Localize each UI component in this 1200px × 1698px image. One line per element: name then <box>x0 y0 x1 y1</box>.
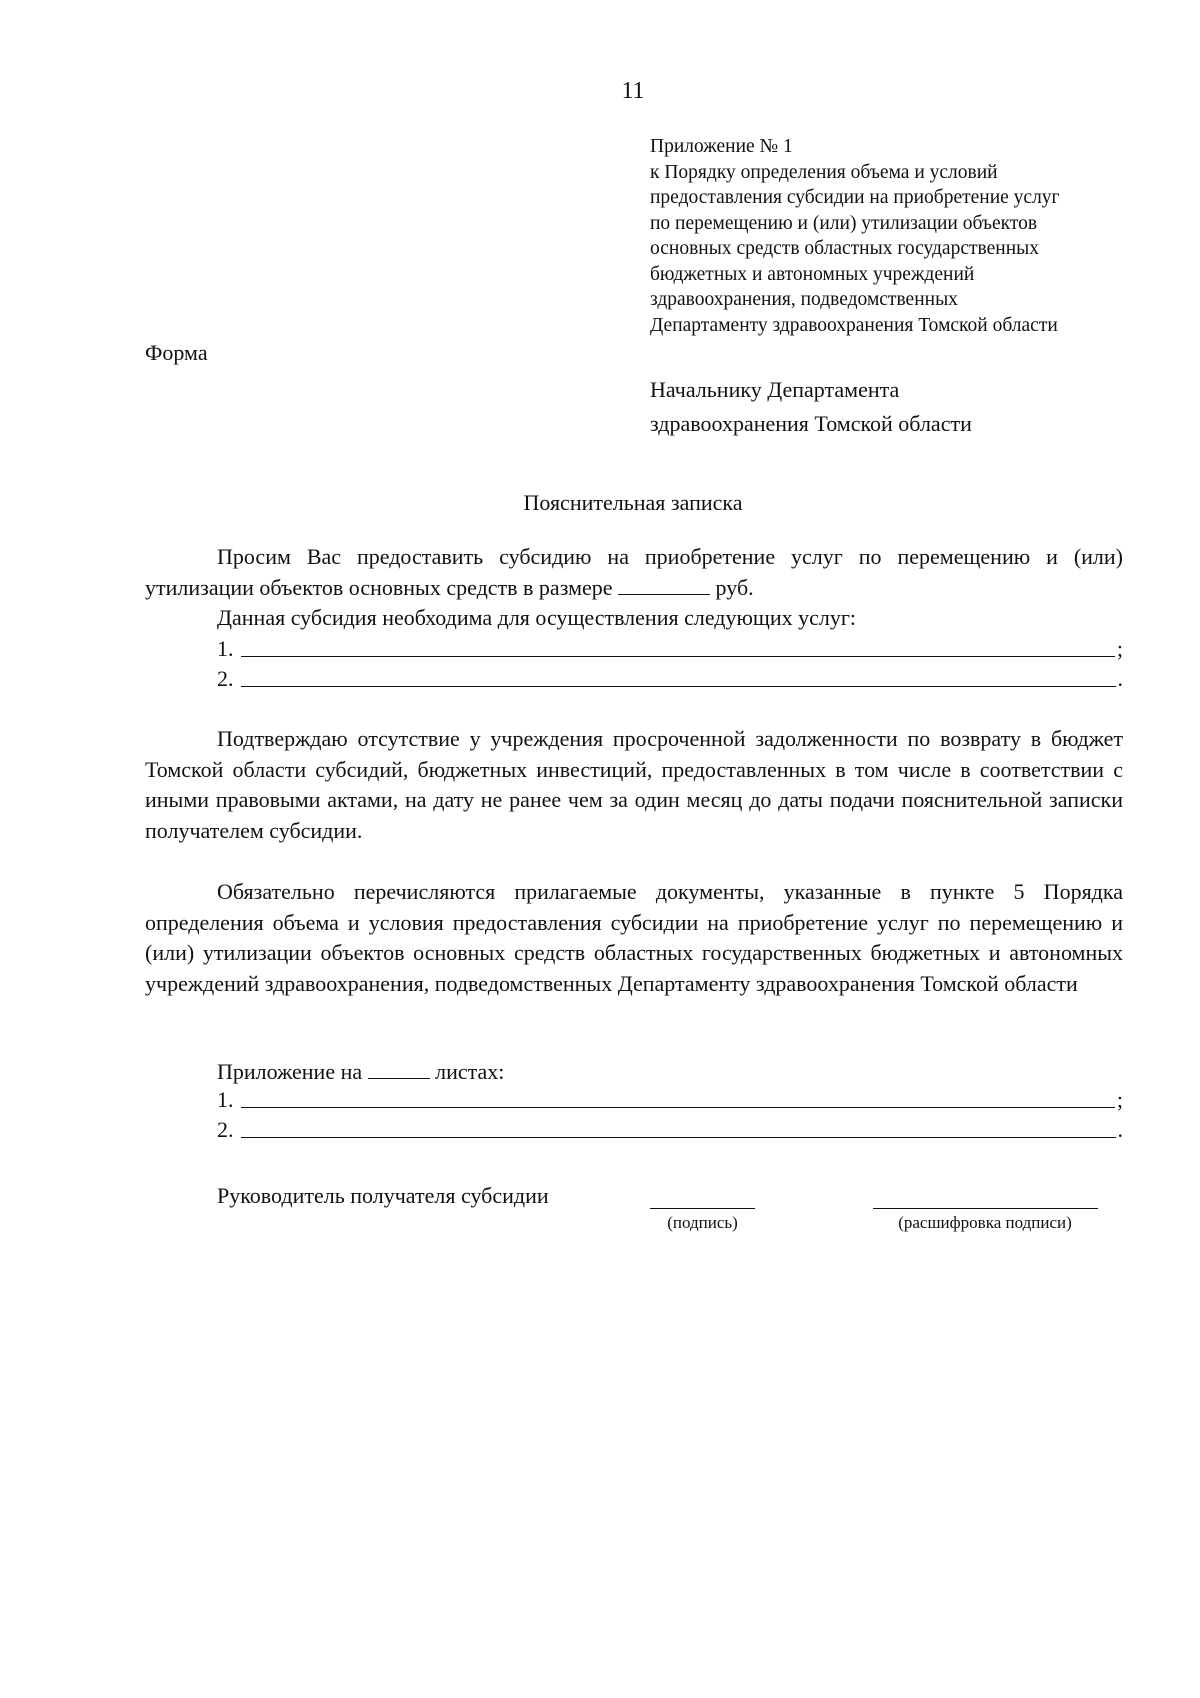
appendix-line: Департаменту здравоохранения Томской области <box>650 314 1058 336</box>
appendix-line: бюджетных и автономных учреждений <box>650 263 975 285</box>
item-number: 2. <box>217 666 234 691</box>
item-end: . <box>1117 666 1123 691</box>
confirmation-paragraph: Подтверждаю отсутствие у учреждения просроченной задолженности по возврату в бюджет Томской области субсидий, бюджетных инвестиций, предоставленных в том числе в соответствии с иными правовыми актами, на дату не ранее чем за один месяц до даты подачи пояснительной записки получателем субсидии. <box>145 726 1123 843</box>
item-end: ; <box>1116 636 1123 661</box>
appendix-line: Приложение № 1 <box>650 136 793 157</box>
item-end: . <box>1117 1117 1123 1142</box>
signature-caption: (подпись) <box>667 1213 738 1232</box>
appendix-header <box>650 134 1170 338</box>
document-title: Пояснительная записка <box>523 490 743 515</box>
documents-note-paragraph: Обязательно перечисляются прилагаемые документы, указанные в пункте 5 Порядка определения объема и условия предоставления субсидии на приобретение услуг по перемещению и (или) утилизации объектов основных средств областных государственных бюджетных и автономных учреждений здравоохранения, подведомственных Департаменту здравоохранения Томской области <box>145 879 1123 996</box>
appendix-line: здравоохранения, подведомственных <box>650 289 958 310</box>
appendix-line: основных средств областных государственных <box>650 238 1039 259</box>
item-number: 2. <box>217 1117 234 1142</box>
request-text: Просим Вас предоставить субсидию на приобретение услуг по перемещению и (или) утилизации объектов основных средств в размере <box>145 544 1123 600</box>
item-number: 1. <box>217 636 234 661</box>
addressee <box>650 373 972 441</box>
addressee-line: здравоохранения Томской области <box>650 411 972 436</box>
service-item-blank[interactable] <box>241 634 1115 657</box>
amount-blank[interactable] <box>618 574 710 595</box>
signature-decode-caption: (расшифровка подписи) <box>898 1213 1072 1232</box>
appendix-line: по перемещению и (или) утилизации объектов <box>650 212 1038 234</box>
item-number: 1. <box>217 1087 234 1112</box>
attachment-prefix: Приложение на <box>217 1059 363 1084</box>
service-item-2 <box>217 662 1123 692</box>
request-paragraph <box>145 542 1123 603</box>
services-intro: Данная субсидия необходима для осуществления следующих услуг: <box>217 605 857 630</box>
appendix-line: предоставления субсидии на приобретение услуг <box>650 187 1060 208</box>
pages-count-blank[interactable] <box>368 1058 430 1079</box>
signature-decode-line[interactable] <box>873 1207 1098 1209</box>
page-number: 11 <box>621 78 645 104</box>
addressee-line: Начальнику Департамента <box>650 377 900 402</box>
service-item-blank[interactable] <box>241 664 1116 687</box>
service-item-1 <box>217 632 1123 662</box>
attachment-item-1 <box>217 1083 1123 1113</box>
attachment-item-blank[interactable] <box>241 1085 1115 1108</box>
item-end: ; <box>1116 1087 1123 1112</box>
attachment-item-blank[interactable] <box>241 1115 1116 1138</box>
form-label: Форма <box>145 340 208 365</box>
currency-label: руб. <box>715 574 754 600</box>
signatory-label: Руководитель получателя субсидии <box>217 1183 549 1208</box>
attachment-suffix: листах: <box>435 1059 505 1084</box>
signature-line[interactable] <box>650 1207 755 1209</box>
appendix-line: к Порядку определения объема и условий <box>650 161 998 183</box>
attachment-item-2 <box>217 1113 1123 1143</box>
